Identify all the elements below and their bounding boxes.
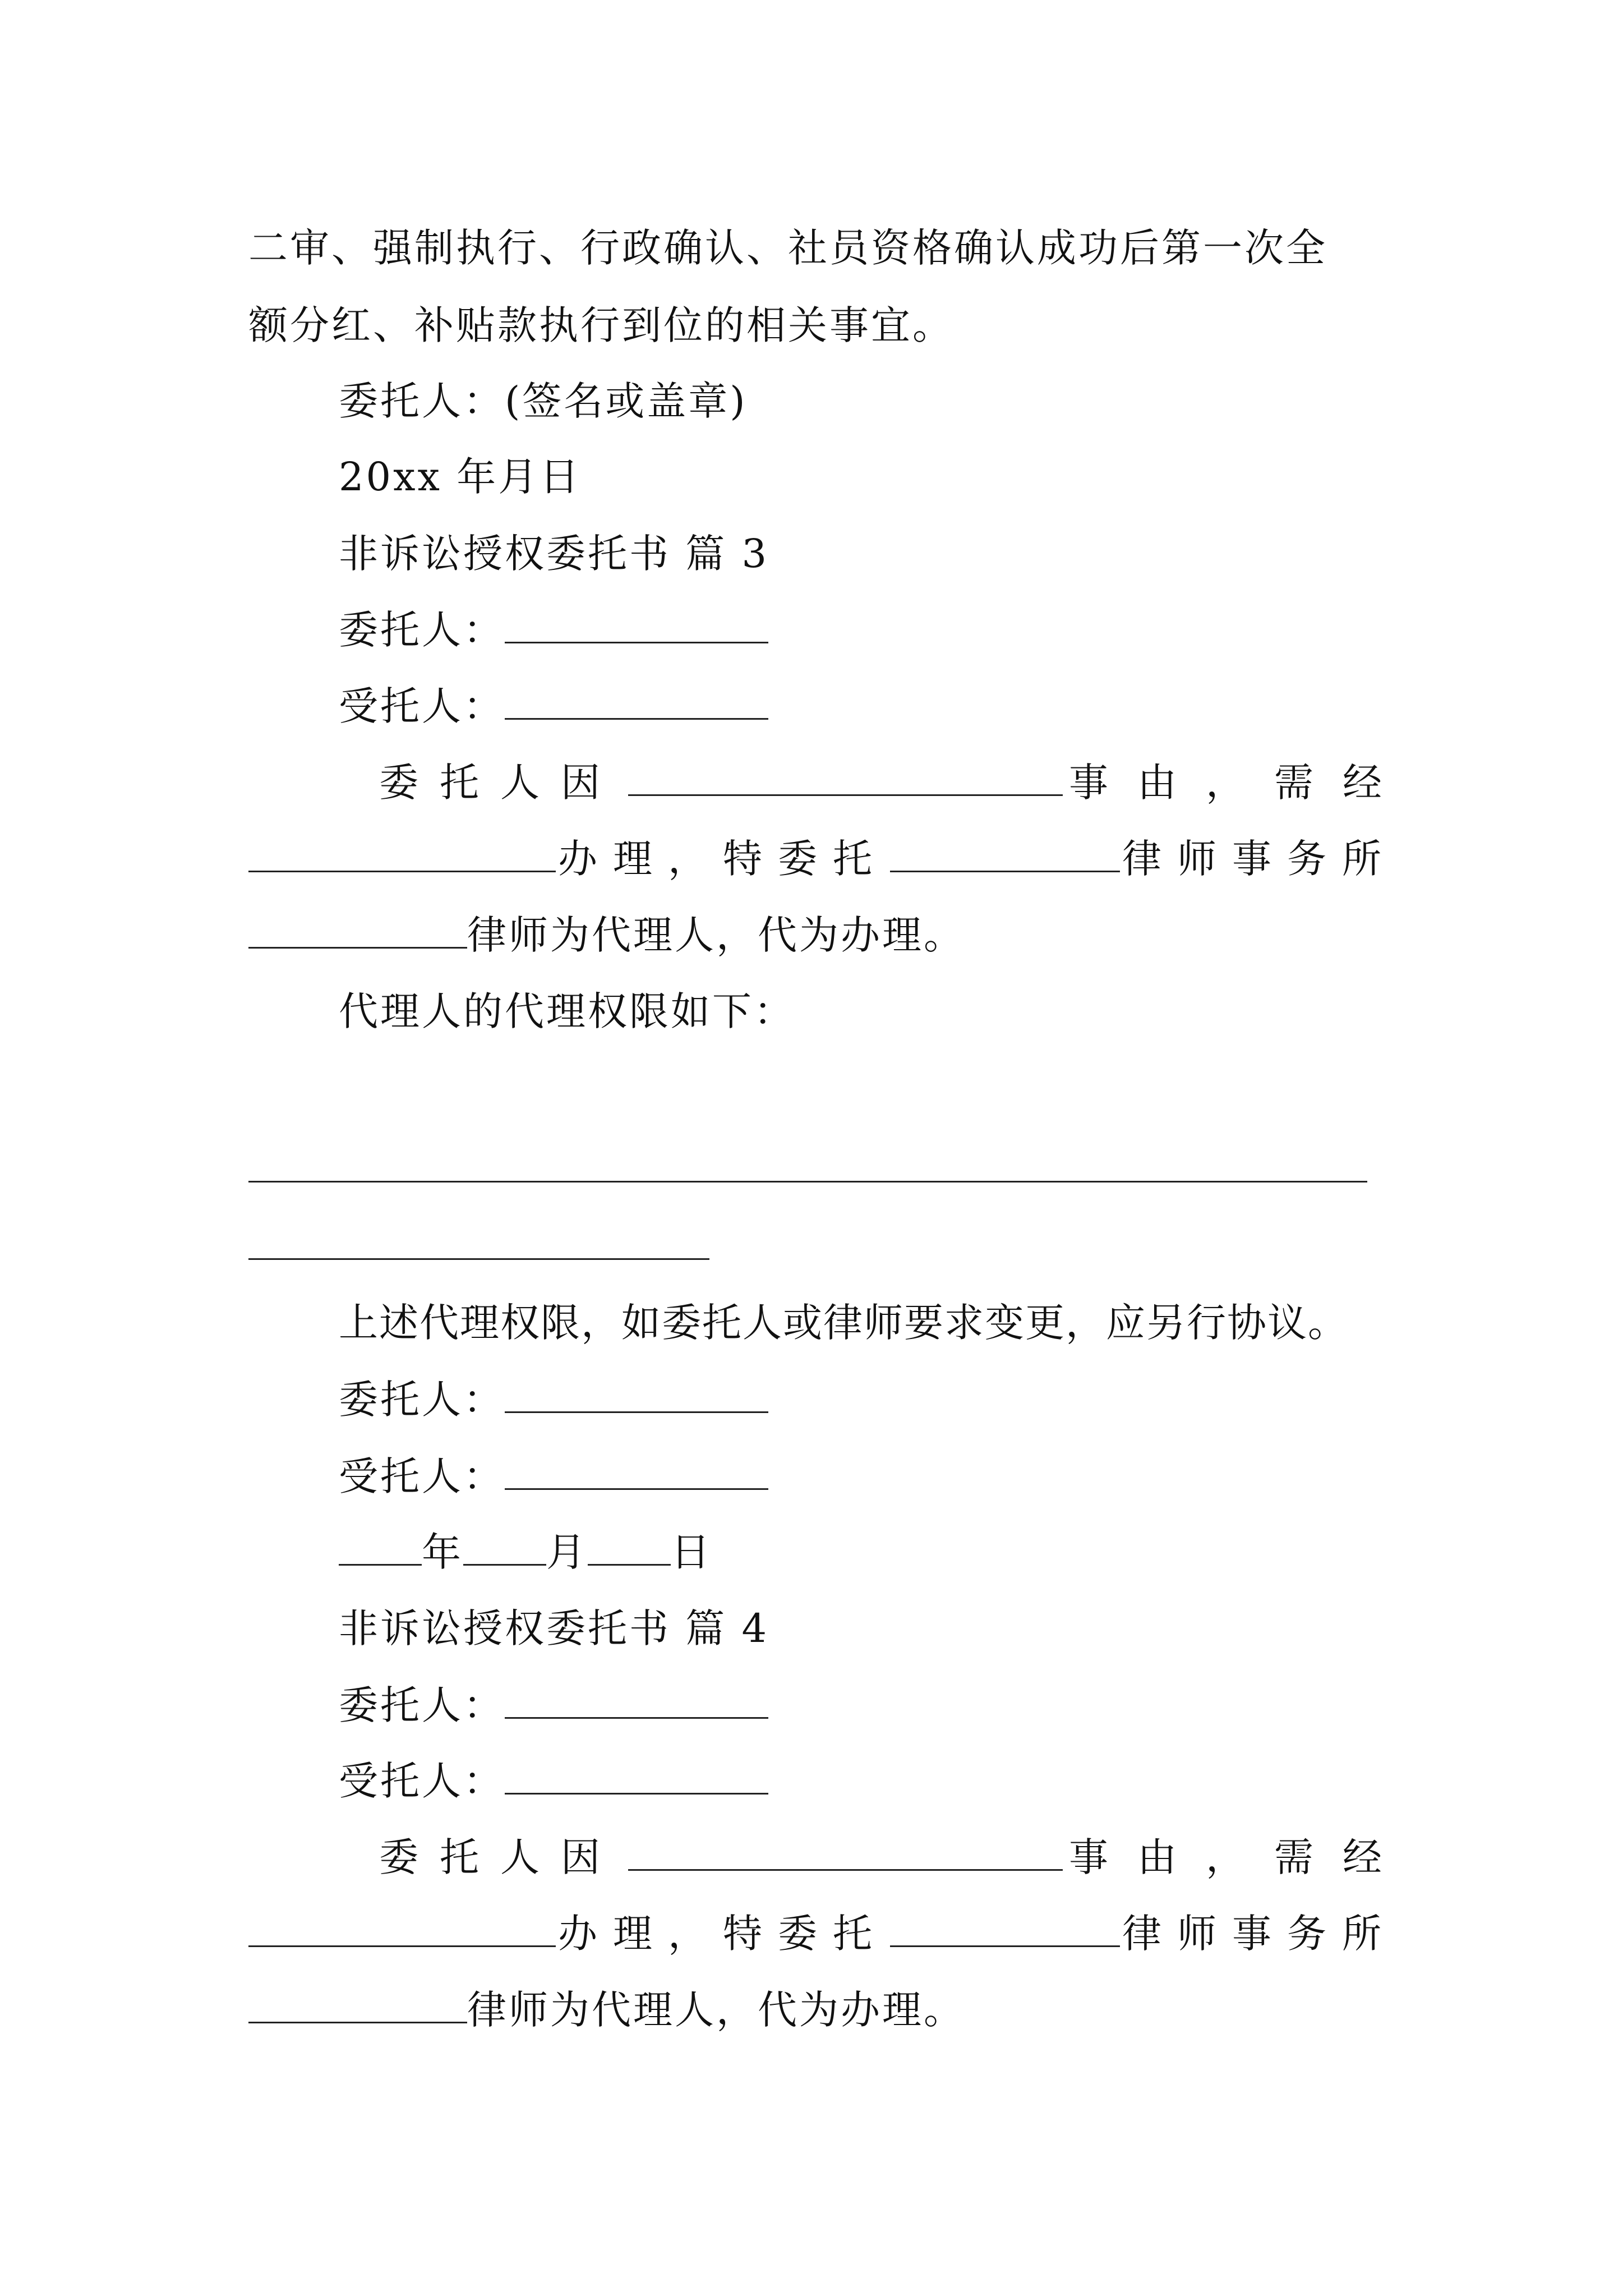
limits-blank-line-1: [248, 1181, 1367, 1182]
agent-blank: [505, 683, 768, 720]
firm-label-4: 律师事务所: [1122, 1911, 1397, 1957]
handling-row-4: [248, 1906, 1397, 1962]
date-fields: [339, 1524, 1382, 1580]
lawyer-label-4: 律师为代理人，代为办理。: [467, 1987, 965, 2033]
firm-blank-4: [890, 1911, 1120, 1947]
handling-blank-4: [248, 1911, 556, 1947]
lawyer-row-4: [248, 1982, 1381, 2038]
signature-line: 委托人：(签名或盖章): [339, 378, 748, 424]
agent-blank-4: [505, 1758, 768, 1795]
reason-label-4: 委托人因: [379, 1834, 621, 1880]
reason-row: [379, 754, 1411, 811]
limits-heading: 代理人的代理权限如下：: [339, 988, 795, 1034]
client-label-2: 委托人：: [339, 1377, 505, 1423]
section-heading-3: 非诉讼授权委托书 篇 3: [339, 531, 769, 577]
change-clause: 上述代理权限，如委托人或律师要求变更，应另行协议。: [339, 1300, 1348, 1346]
year-blank: [339, 1529, 422, 1566]
firm-blank: [890, 836, 1120, 872]
lawyer-row: [248, 907, 1381, 963]
reason-blank-4: [628, 1834, 1063, 1871]
client-blank: [505, 607, 768, 643]
handling-label-4: 办理，特委托: [558, 1911, 888, 1957]
handling-row: [248, 831, 1397, 887]
handling-blank: [248, 836, 556, 872]
body-text-line: 额分红、补贴款执行到位的相关事宜。: [248, 302, 954, 348]
client-label-4: 委托人：: [339, 1682, 505, 1728]
year-label: 年: [422, 1529, 463, 1575]
agent-label-4: 受托人：: [339, 1758, 505, 1804]
month-blank: [463, 1529, 546, 1566]
client-field: [339, 602, 1382, 658]
body-text-line: 二审、强制执行、行政确认、社员资格确认成功后第一次全: [248, 225, 1327, 271]
agent-field: [339, 678, 1382, 734]
client-blank-4: [505, 1682, 768, 1719]
client-field-2: [339, 1372, 1382, 1428]
day-label: 日: [671, 1529, 712, 1575]
lawyer-label: 律师为代理人，代为办理。: [467, 912, 965, 958]
section-heading-4: 非诉讼授权委托书 篇 4: [339, 1605, 769, 1651]
limits-blank-line-2: [248, 1258, 709, 1260]
reason-label: 委托人因: [379, 760, 621, 806]
lawyer-blank-4: [248, 1987, 467, 2023]
agent-label-2: 受托人：: [339, 1453, 505, 1499]
agent-label: 受托人：: [339, 683, 505, 729]
date-line: 20xx 年月日: [339, 454, 582, 500]
agent-field-4: [339, 1753, 1382, 1809]
agent-blank-2: [505, 1453, 768, 1490]
reason-row-4: [379, 1829, 1411, 1885]
client-blank-2: [505, 1377, 768, 1413]
agent-field-2: [339, 1448, 1382, 1504]
day-blank: [588, 1529, 671, 1566]
reason-blank: [628, 760, 1063, 796]
client-field-4: [339, 1677, 1382, 1733]
month-label: 月: [546, 1529, 588, 1575]
handling-label: 办理，特委托: [558, 836, 888, 882]
reason-suffix: 事由，需经: [1069, 760, 1411, 806]
reason-suffix-4: 事由，需经: [1069, 1834, 1411, 1880]
firm-label: 律师事务所: [1122, 836, 1397, 882]
client-label: 委托人：: [339, 607, 505, 653]
lawyer-blank: [248, 912, 467, 949]
